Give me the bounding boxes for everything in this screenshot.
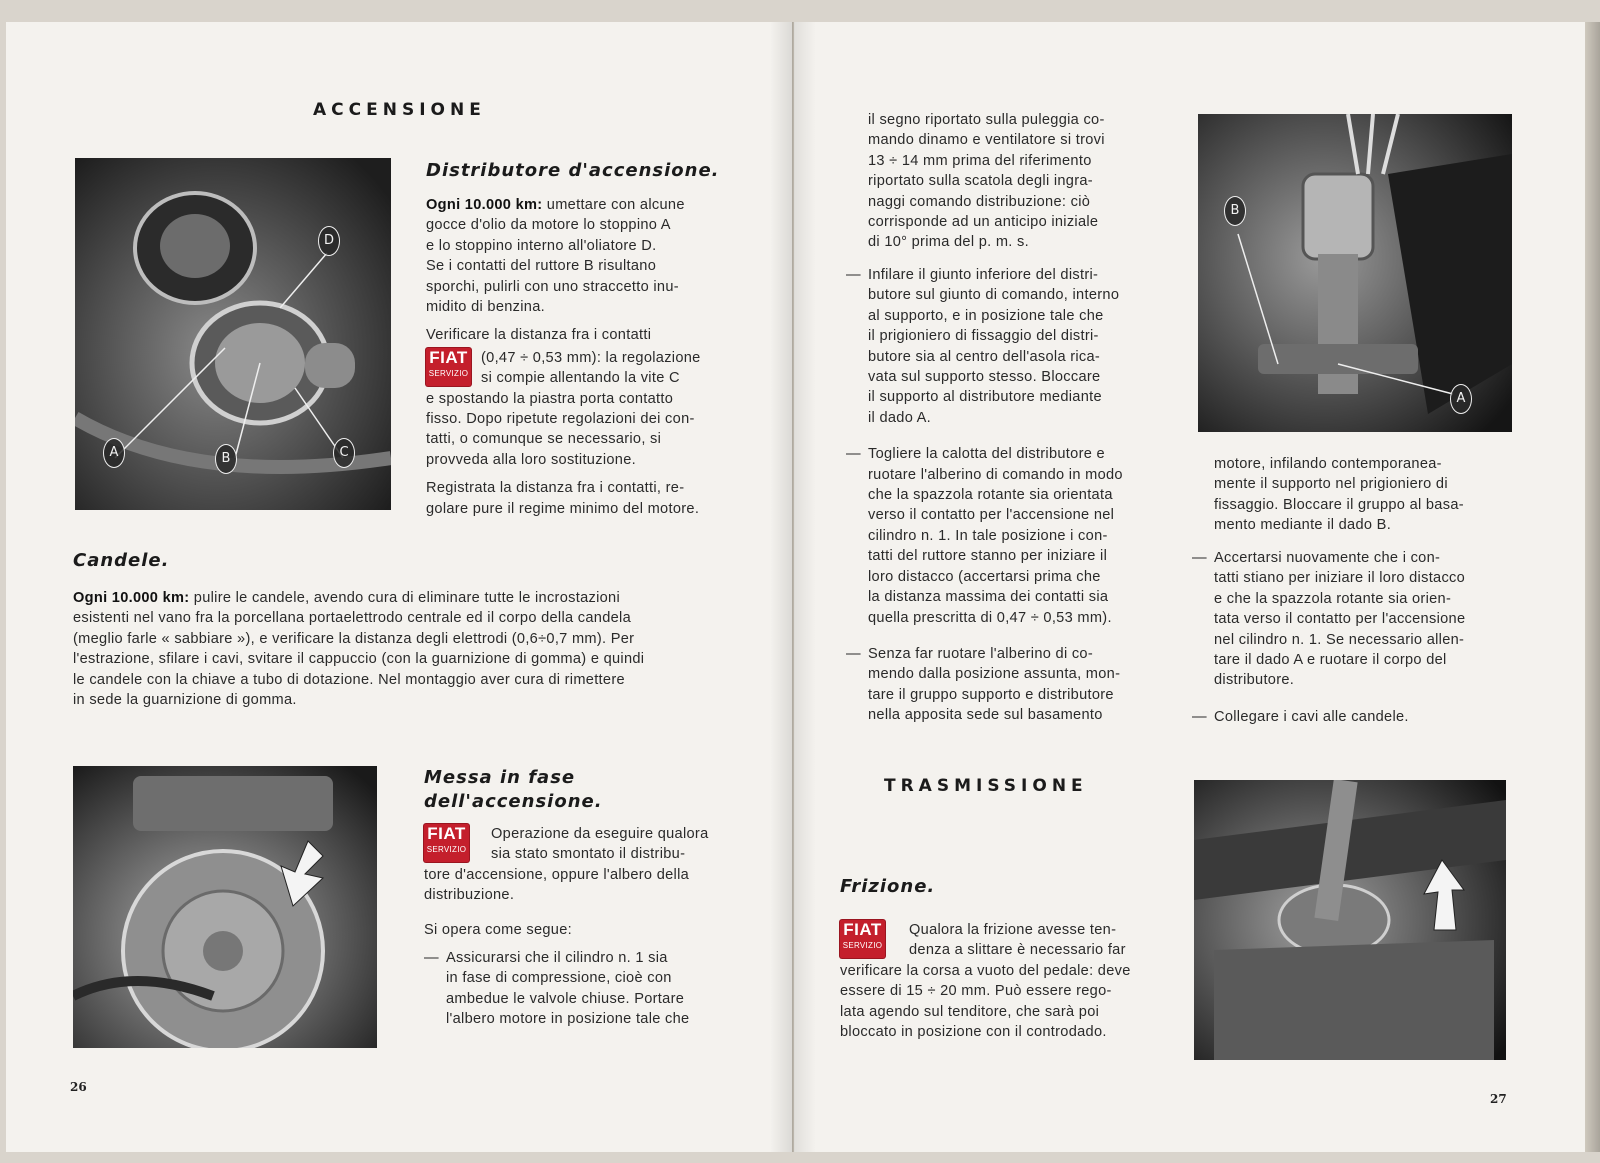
text-line: Qualora la frizione avesse ten- [909, 922, 1117, 938]
photo-distributore [75, 158, 391, 510]
text-line: il dado A. [868, 409, 932, 426]
page-number-right: 27 [1490, 1092, 1507, 1106]
text-line: si compie allentando la vite C [481, 370, 680, 387]
text-line: mento mediante il dado B. [1214, 517, 1392, 534]
text-line: sporchi, pulirli con uno straccetto inu- [426, 278, 679, 295]
badge-bottom: SERVIZIO [428, 368, 469, 378]
text-line: fisso. Dopo ripetute regolazioni dei con- [426, 411, 695, 428]
text-line: tatti, o comunque se necessario, si [426, 431, 662, 448]
text-line: Se i contatti del ruttore B risultano [426, 258, 657, 275]
text-line: fissaggio. Bloccare il gruppo al basa- [1214, 496, 1464, 513]
text-line: denza a slittare è necessario far [909, 942, 1126, 959]
text-line: (0,47 ÷ 0,53 mm): la regolazione [481, 349, 701, 366]
text-line: distributore. [1214, 672, 1295, 689]
text-line: tare il gruppo supporto e distributore [868, 686, 1114, 703]
text-line: l'estrazione, sfilare i cavi, svitare il cappuccio (con la guarnizione di gomma) e quindi [73, 651, 645, 668]
text-line: che la spazzola rotante sia orientata [868, 487, 1113, 504]
text-line: Infilare il giunto inferiore del distri- [868, 267, 1099, 283]
dash: — [424, 950, 439, 967]
text-line: Accertarsi nuovamente che i con- [1214, 550, 1441, 566]
photo-montaggio-distributore [1198, 114, 1512, 432]
text-line: il supporto al distributore mediante [868, 389, 1102, 406]
dash: — [846, 645, 861, 662]
text-line: mando dinamo e ventilatore si trovi [868, 132, 1105, 149]
text-line: midito di benzina. [426, 299, 545, 316]
text-line: riportato sulla scatola degli ingra- [868, 173, 1093, 190]
text-line: essere di 15 ÷ 20 mm. Può essere rego- [840, 983, 1112, 1000]
text-line: 13 ÷ 14 mm prima del riferimento [868, 152, 1092, 169]
text-line: butore sia al centro dell'asola rica- [868, 348, 1101, 365]
right-col2-bullets [1192, 548, 1510, 737]
dash: — [846, 267, 861, 283]
list-item [1192, 707, 1510, 727]
text-line: naggi comando distribuzione: ciò [868, 193, 1091, 210]
text-line: umettare con alcune [546, 197, 685, 213]
badge-bottom: SERVIZIO [426, 845, 467, 854]
heading-frizione: Frizione. [840, 876, 936, 897]
text-line: corrisponde ad un anticipo iniziale [868, 214, 1099, 231]
photo-label: A [1450, 384, 1472, 414]
text-line: vata sul supporto stesso. Bloccare [868, 369, 1101, 386]
section-title-accensione: ACCENSIONE [313, 100, 486, 120]
bold-interval: Ogni 10.000 km: [73, 590, 190, 606]
text-line: l'albero motore in posizione tale che [446, 1011, 690, 1028]
text-line: verso il contatto per l'accensione nel [868, 507, 1115, 524]
dash: — [1192, 708, 1207, 725]
text-line: tatti del ruttore stanno per iniziare il [868, 548, 1108, 565]
text-line: ruotare l'alberino di comando in modo [868, 466, 1123, 483]
text-line: Collegare i cavi alle candele. [1214, 708, 1409, 725]
list-item [424, 948, 740, 1030]
list-item [846, 444, 1160, 628]
text-line: le candele con la chiave a tubo di dotazione. Nel montaggio aver cura di rimettere [73, 671, 625, 688]
heading-messa-in-fase [424, 766, 603, 814]
text-line: sia stato smontato il distribu- [491, 846, 686, 863]
text-line: provveda alla loro sostituzione. [426, 451, 636, 468]
fiat-servizio-badge [840, 920, 885, 958]
text-line: la distanza massima dei contatti sia [868, 589, 1109, 606]
text-line: ambedue le valvole chiuse. Portare [446, 990, 685, 1007]
text-line: tore d'accensione, oppure l'albero della [424, 866, 690, 883]
distributore-text [426, 195, 742, 527]
text-line: esistenti nel vano fra la porcellana portaelettrodo centrale ed il corpo della candela [73, 610, 631, 627]
text-line: Operazione da eseguire qualora [491, 826, 709, 842]
photo-label: A [103, 438, 125, 468]
text-line: e lo stoppino interno all'oliatore D. [426, 237, 657, 254]
text-line: distribuzione. [424, 887, 515, 904]
heading-candele: Candele. [73, 550, 170, 571]
text-line: Togliere la calotta del distributore e [868, 446, 1105, 463]
text-line: (meglio farle « sabbiare »), e verificare la distanza degli elettrodi (0,6÷0,7 mm). Per [73, 630, 635, 647]
heading-line: Messa in fase [424, 767, 576, 788]
text-line: Si opera come segue: [424, 921, 572, 938]
candele-text [73, 588, 741, 710]
photo-frizione [1194, 780, 1506, 1060]
text-line: in fase di compressione, cioè con [446, 970, 672, 987]
text-line: bloccato in posizione con il controdado. [840, 1024, 1107, 1041]
bold-interval: Ogni 10.000 km: [426, 197, 543, 213]
badge-bottom: SERVIZIO [842, 941, 883, 950]
text-line: e che la spazzola rotante sia orien- [1214, 590, 1452, 607]
photo-label: D [318, 226, 340, 256]
text-line: quella prescritta di 0,47 ÷ 0,53 mm). [868, 609, 1112, 626]
list-item [846, 644, 1160, 726]
text-line: il prigioniero di fissaggio del distri- [868, 328, 1099, 345]
text-line: mendo dalla posizione assunta, mon- [868, 666, 1121, 683]
fiat-servizio-badge [426, 348, 471, 386]
text-line: Verificare la distanza fra i contatti [426, 327, 652, 344]
photo-label: B [215, 444, 237, 474]
text-line: lata agendo sul tenditore, che sarà poi [840, 1003, 1100, 1020]
page-number-left: 26 [70, 1080, 87, 1094]
text-line: Registrata la distanza fra i contatti, re- [426, 480, 685, 497]
text-line: Assicurarsi che il cilindro n. 1 sia [446, 950, 668, 967]
photo-messa-in-fase [73, 766, 377, 1048]
frizione-text [840, 920, 1160, 1042]
text-line: Senza far ruotare l'alberino di co- [868, 645, 1094, 662]
text-line: loro distacco (accertarsi prima che [868, 568, 1101, 585]
heading-line: dell'accensione. [424, 791, 603, 812]
text-line: in sede la guarnizione di gomma. [73, 692, 297, 709]
list-item [1192, 548, 1510, 691]
badge-top: FIAT [427, 824, 466, 843]
book-gutter [770, 22, 816, 1152]
text-line: tare il dado A e ruotare il corpo del [1214, 652, 1447, 669]
text-line: e spostando la piastra porta contatto [426, 390, 674, 407]
text-line: cilindro n. 1. In tale posizione i con- [868, 527, 1108, 544]
messa-in-fase-text [424, 824, 740, 1040]
text-line: nel cilindro n. 1. Se necessario allen- [1214, 631, 1465, 648]
text-line: butore sul giunto di comando, interno [868, 287, 1120, 304]
section-title-trasmissione: TRASMISSIONE [884, 776, 1088, 796]
badge-top: FIAT [843, 920, 882, 939]
right-col2-text [1214, 454, 1510, 544]
text-line: tatti stiano per iniziare il loro distacco [1214, 570, 1466, 587]
text-line: tata verso il contatto per l'accensione [1214, 611, 1466, 628]
text-line: motore, infilando contemporanea- [1214, 456, 1442, 472]
photo-label: B [1224, 196, 1246, 226]
text-line: verificare la corsa a vuoto del pedale: deve [840, 962, 1131, 979]
heading-distributore: Distributore d'accensione. [426, 160, 720, 181]
right-col1-text [868, 110, 1160, 261]
text-line: mente il supporto nel prigioniero di [1214, 476, 1448, 493]
badge-top: FIAT [429, 347, 468, 367]
fiat-servizio-badge [424, 824, 469, 862]
text-line: gocce d'olio da motore lo stoppino A [426, 217, 671, 234]
text-line: di 10° prima del p. m. s. [868, 234, 1029, 251]
text-line: il segno riportato sulla puleggia co- [868, 112, 1105, 128]
page-edge [1585, 22, 1600, 1152]
dash: — [846, 446, 861, 463]
right-col1-bullets [846, 265, 1160, 736]
text-line: nella apposita sede sul basamento [868, 707, 1103, 724]
text-line: al supporto, e in posizione tale che [868, 307, 1104, 324]
dash: — [1192, 550, 1207, 566]
photo-label: C [333, 438, 355, 468]
text-line: golare pure il regime minimo del motore. [426, 500, 700, 517]
list-item [846, 265, 1160, 428]
text-line: pulire le candele, avendo cura di eliminare tutte le incrostazioni [193, 590, 621, 606]
